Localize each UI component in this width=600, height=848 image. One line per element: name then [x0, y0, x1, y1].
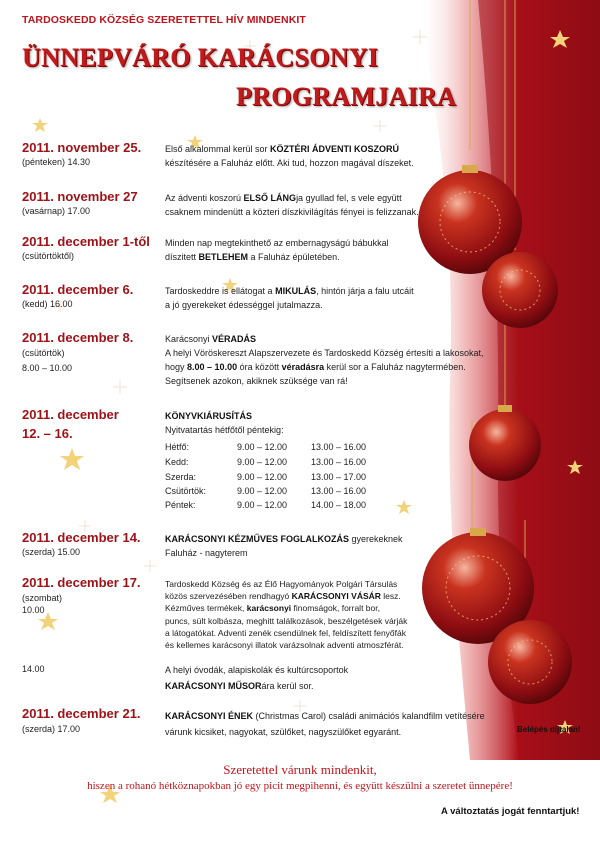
hours-day: Hétfő:: [165, 442, 190, 452]
emphasis-text: VÉRADÁS: [212, 334, 257, 344]
event-time: 8.00 – 10.00: [22, 363, 73, 373]
hours-pm: 13.00 – 16.00: [311, 457, 367, 467]
event-date: 2011. november 27: [22, 189, 138, 204]
hours-am: 9.00 – 12.00: [237, 457, 288, 467]
description-line: A helyi óvodák, alapiskolák és kultúrcsoportok: [165, 665, 349, 675]
description-line: Az ádventi koszorú ELSŐ LÁNGja gyullad fel, s vele együtt: [165, 193, 402, 203]
event-description: [165, 191, 419, 219]
description-line: Karácsonyi VÉRADÁS: [165, 334, 257, 344]
emphasis-text: karácsonyi: [246, 603, 292, 614]
event-time: (szombat): [22, 593, 63, 603]
page-title-line1: ÜNNEPVÁRÓ KARÁCSONYI: [22, 43, 379, 72]
emphasis-text: véradásra: [281, 362, 325, 372]
event-description: [165, 332, 484, 388]
page-title-line2: PROGRAMJAIRA: [236, 82, 457, 111]
description-line: A helyi Vöröskereszt Alapszervezete és Tardoskedd Község értesíti a lakosokat,: [165, 348, 484, 358]
hours-am: 9.00 – 12.00: [237, 486, 288, 496]
event-time: 10.00: [22, 605, 45, 615]
description-line: a jó gyerekeket édességgel jutalmazza.: [165, 300, 323, 310]
event-description: [165, 662, 348, 694]
description-line: készítésére a Faluház előtt. Aki tud, hozzon magával díszeket.: [165, 158, 414, 168]
event-description: [165, 409, 284, 437]
description-line: közös szervezésében rendhagyó KARÁCSONYI VÁSÁR lesz.: [165, 591, 401, 602]
invitation-line: TARDOSKEDD KÖZSÉG SZERETETTEL HÍV MINDENKIT: [22, 14, 306, 26]
event-date: 2011. december 6.: [22, 282, 134, 297]
description-line: Tardoskedd Község és az Élő Hagyományok Polgári Társulás: [165, 579, 398, 589]
description-line: KARÁCSONYI KÉZMŰVES FOGLALKOZÁS gyerekeknek: [165, 534, 403, 544]
description-line: és kellemes karácsonyi illatok varázsolnak adventi atmoszférát.: [165, 640, 404, 651]
event-time: (pénteken) 14.30: [22, 157, 91, 167]
event-date: 2011. december 8.: [22, 330, 134, 345]
description-line: Kézműves termékek, karácsonyi finomságok, forralt bor,: [165, 603, 380, 614]
description-line: KARÁCSONYI ÉNEK (Christmas Carol) családi animációs kalandfilm vetítésére: [165, 711, 485, 721]
free-entry-note: Belépés díjtalan!: [517, 725, 581, 734]
emphasis-text: KARÁCSONYI VÁSÁR: [291, 591, 381, 602]
hours-pm: 13.00 – 16.00: [311, 442, 367, 452]
description-line: Tardoskeddre is ellátogat a MIKULÁS, hintón járja a falu utcáit: [165, 286, 414, 296]
description-line: puncs, sült kolbásza, meghitt találkozások, beszélgetések várják: [165, 615, 408, 626]
hours-am: 9.00 – 12.00: [237, 500, 288, 510]
emphasis-text: ELSŐ LÁNG: [243, 193, 297, 203]
event-time: (vasárnap) 17.00: [22, 206, 91, 216]
hours-day: Péntek:: [165, 500, 196, 510]
emphasis-text: KÖNYVKIÁRUSÍTÁS: [165, 411, 253, 421]
event-time: (szerda) 17.00: [22, 724, 81, 734]
hours-pm: 14.00 – 18.00: [311, 500, 367, 510]
event-time: 14.00: [22, 664, 45, 674]
description-line: Minden nap megtekinthető az embernagyságú bábukkal: [165, 238, 389, 248]
description-line: hogy 8.00 – 10.00 óra között véradásra kerül sor a Faluház nagytermében.: [165, 362, 466, 372]
description-line: [165, 409, 284, 423]
emphasis-text: BETLEHEM: [198, 252, 249, 262]
description-line: Segítsenek azokon, akiknek szüksége van rá!: [165, 376, 348, 386]
hours-pm: 13.00 – 17.00: [311, 472, 367, 482]
event-date: 2011. december 1-től: [22, 234, 150, 249]
hours-am: 9.00 – 12.00: [237, 442, 288, 452]
hours-day: Kedd:: [165, 457, 189, 467]
event-time: (szerda) 15.00: [22, 547, 81, 557]
emphasis-text: KARÁCSONYI ÉNEK: [165, 711, 254, 721]
emphasis-text: MIKULÁS: [275, 286, 317, 296]
event-date: 2011. november 25.: [22, 140, 142, 155]
event-date: 2011. december 14.: [22, 530, 141, 545]
event-description: [165, 142, 414, 170]
event-time: (csütörtök): [22, 348, 65, 358]
hours-am: 9.00 – 12.00: [237, 472, 288, 482]
emphasis-text: KARÁCSONYI MŰSOR: [165, 681, 262, 691]
event-description: [165, 578, 407, 651]
description-line: a látogatókat. Adventi zenék csendülnek fel, feldíszített fenyőfák: [165, 627, 406, 638]
emphasis-text: 8.00 – 10.00: [187, 362, 238, 372]
hours-pm: 13.00 – 16.00: [311, 486, 367, 496]
closing-line: Szeretettel várunk mindenkit,: [223, 762, 377, 777]
description-line: Faluház - nagyterem: [165, 548, 248, 558]
description-line: várunk kicsiket, nagyokat, szülőket, nagyszülőket egyaránt.: [165, 727, 402, 737]
event-description: [165, 284, 414, 312]
hours-day: Csütörtök:: [165, 486, 207, 496]
description-line: Nyitvatartás hétfőtől péntekig:: [165, 425, 284, 435]
event-time: (kedd) 16.00: [22, 299, 73, 309]
event-time: (csütörtöktől): [22, 251, 75, 261]
description-line: KARÁCSONYI MŰSORára kerül sor.: [165, 681, 314, 691]
emphasis-text: KARÁCSONYI KÉZMŰVES FOGLALKOZÁS: [165, 534, 350, 544]
event-date: 2011. december 21.: [22, 706, 141, 721]
event-description: [165, 236, 389, 264]
hours-day: Szerda:: [165, 472, 197, 482]
emphasis-text: KÖZTÉRI ÁDVENTI KOSZORÚ: [270, 144, 400, 154]
event-date: 2011. december 17.: [22, 575, 141, 590]
description-line: díszitett BETLEHEM a Faluház épületében.: [165, 252, 340, 262]
event-date: 12. – 16.: [22, 426, 73, 441]
event-date: 2011. december: [22, 407, 119, 422]
event-description: [165, 532, 403, 560]
description-line: Első alkalommal kerül sor KÖZTÉRI ÁDVENTI KOSZORÚ: [165, 144, 400, 154]
rights-reserved-note: A változtatás jogát fenntartjuk!: [441, 806, 580, 817]
closing-sentence: hiszen a rohanó hétköznapokban jó egy picit megpihenni, és együtt készülni a szeretet ünnepére!: [87, 780, 513, 792]
description-line: csaknem mindenütt a közteri díszkivilágítás fényei is felizzanak.: [165, 207, 419, 217]
event-description: [165, 708, 485, 740]
